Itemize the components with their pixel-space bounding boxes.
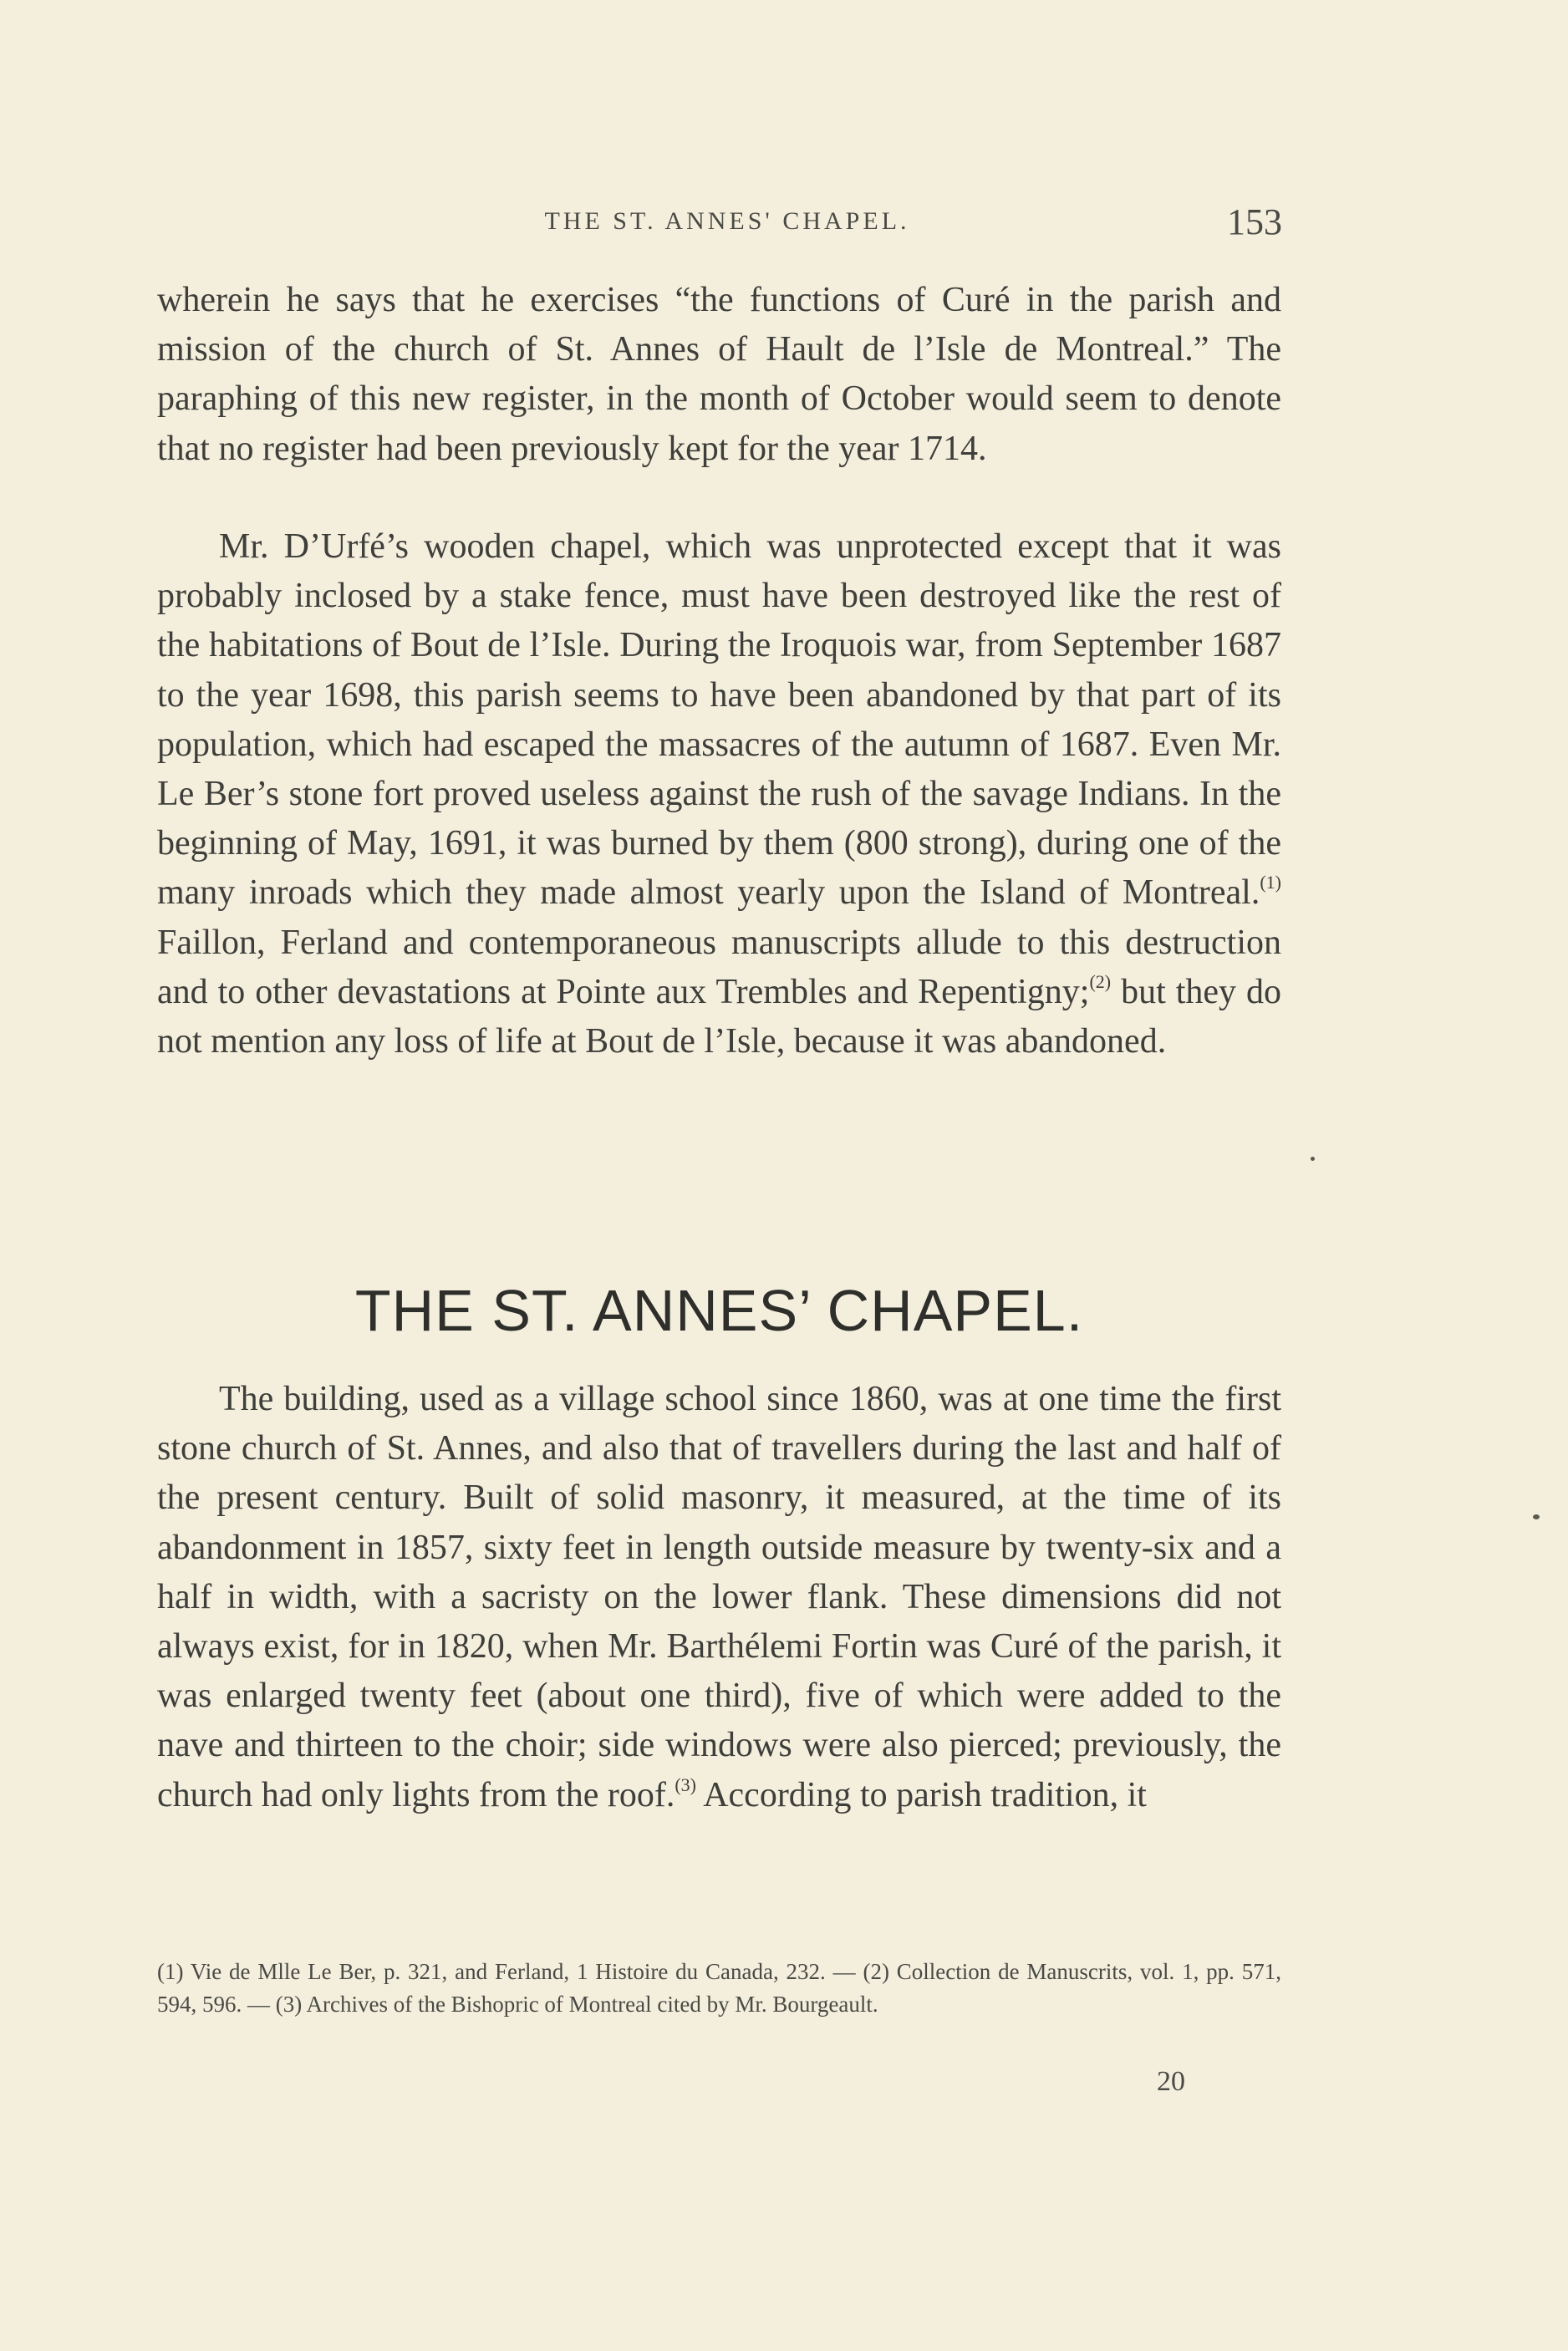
signature-mark: 20 — [1157, 2066, 1185, 2097]
running-head: THE ST. ANNES' CHAPEL. — [544, 207, 910, 235]
paragraph-text: Faillon, Ferland and contemporaneous manuscripts allude to this destruction and to other devastations at Pointe aux Trembles and Repentigny; — [157, 923, 1281, 1011]
paragraph-text: According to parish tradition, it — [696, 1775, 1147, 1814]
paragraph-text: The building, used as a village school since 1860, was at one time the first stone church of St. Annes, and also that of travellers during the last and half of the present century. Built of solid masonry, it measured, at the time of its abandonment in 1857, sixty feet in length outside measure by twenty-six and a half in width, with a sacristy on the lower flank. These dimensions did not always exist, for in 1820, when Mr. Barthélemi Fortin was Curé of the parish, it was enlarged twenty feet (about one third), five of which were added to the nave and thirteen to the choir; side windows were also pierced; previously, the church had only lights from the roof. — [157, 1380, 1281, 1814]
paragraph-text: wherein he says that he exercises “the functions of Curé in the parish and mission of the church of St. Annes of Hault de l’Isle de Montreal.” The paraphing of this new register, in the month of October would seem to denote that no register had been previously kept for the year 1714. — [157, 281, 1281, 468]
paragraph-stone-church — [157, 1375, 1281, 1820]
ink-speck — [1311, 1157, 1315, 1161]
paragraph-chapel-destruction — [157, 522, 1281, 1066]
footnote-ref-3[interactable]: (3) — [675, 1773, 697, 1795]
footnotes: (1) Vie de Mlle Le Ber, p. 321, and Ferland, 1 Histoire du Canada, 232. — (2) Collection de Manuscrits, vol. 1, pp. 571, 594, 596. — (3) Archives of the Bishopric of Montreal cited by Mr. Bourgeault. — [157, 1959, 1281, 2017]
paragraph-text: but they do not mention any loss of life at Bout de l’Isle, because it was abandoned. — [157, 972, 1281, 1061]
paragraph-text: Mr. D’Urfé’s wooden chapel, which was unprotected except that it was probably inclosed by a stake fence, must have been destroyed like the rest of the habitations of Bout de l’Isle. During the Iroquois war, from September 1687 to the year 1698, this parish seems to have been abandoned by that part of its population, which had escaped the massacres of the autumn of 1687. Even Mr. Le Ber’s stone fort proved useless against the rush of the savage Indians. In the beginning of May, 1691, it was burned by them (800 strong), during one of the many inroads which they made almost yearly upon the Island of Montreal. — [157, 527, 1281, 913]
section-heading: THE ST. ANNES’ CHAPEL. — [354, 1278, 1084, 1343]
footnote-ref-2[interactable]: (2) — [1089, 970, 1112, 992]
footnote-ref-1[interactable]: (1) — [1260, 872, 1281, 893]
paragraph-continued — [157, 276, 1281, 474]
page-number: 153 — [1227, 201, 1282, 242]
ink-speck — [1533, 1514, 1540, 1519]
